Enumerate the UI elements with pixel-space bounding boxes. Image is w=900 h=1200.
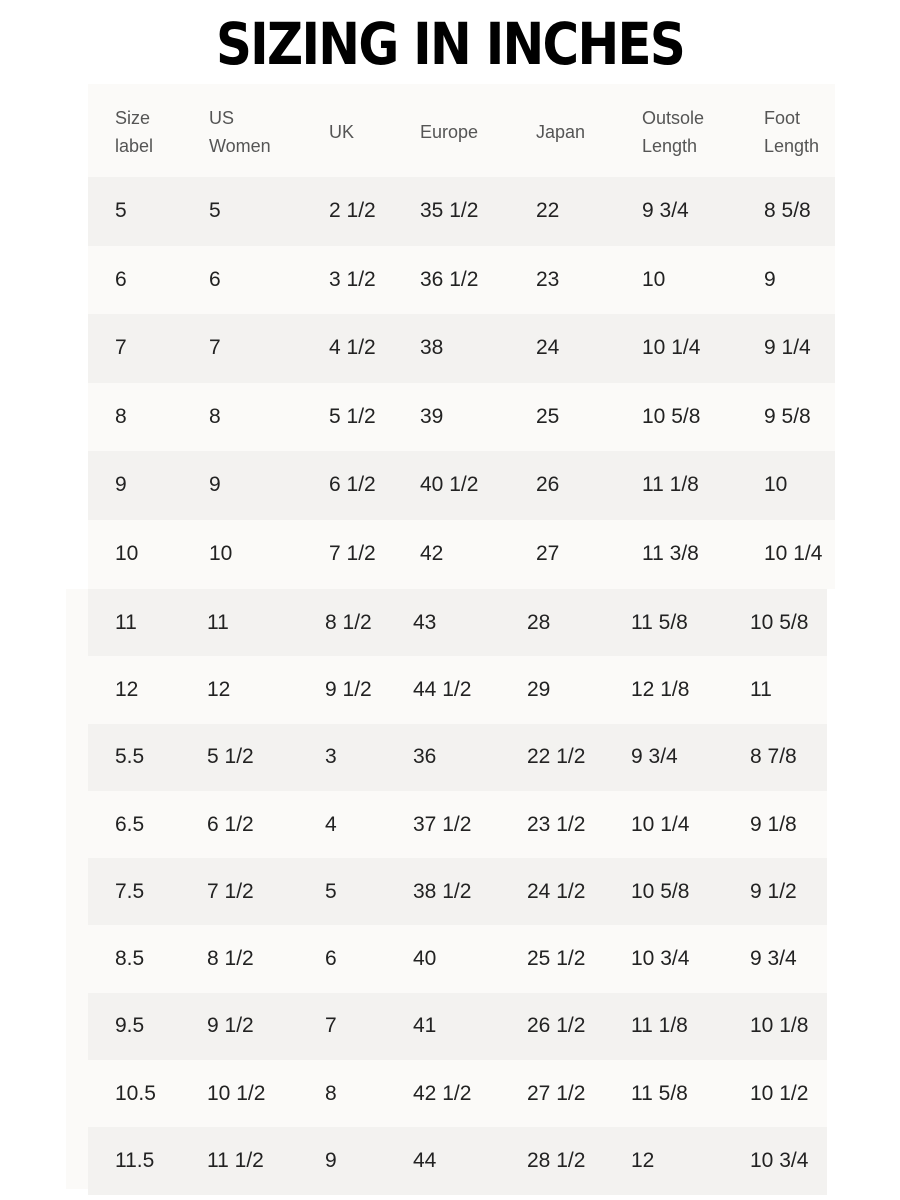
cell-outsole-length: 11 3/8	[642, 541, 699, 565]
cell-foot-length: 10 5/8	[750, 610, 809, 634]
cell-europe: 39	[420, 404, 444, 428]
table-row	[88, 1060, 827, 1127]
cell-europe: 41	[413, 1014, 437, 1038]
cell-japan: 25	[536, 404, 560, 428]
cell-size-label: 8	[115, 404, 127, 428]
header-uk: UK	[329, 122, 355, 142]
header-japan: Japan	[536, 122, 586, 142]
cell-japan: 22 1/2	[527, 745, 586, 769]
header-size-label: Size label	[115, 108, 154, 156]
cell-size-label: 11.5	[115, 1149, 155, 1173]
table-row	[88, 724, 827, 791]
table-row	[88, 520, 835, 589]
table-row	[88, 656, 827, 723]
cell-uk: 7 1/2	[329, 541, 376, 565]
cell-foot-length: 9	[764, 267, 776, 291]
header-us-women: US Women	[209, 108, 271, 156]
cell-outsole-length: 11 1/8	[642, 473, 699, 497]
table-row	[88, 589, 827, 656]
cell-uk: 6	[325, 947, 337, 971]
cell-us-women: 10 1/2	[207, 1081, 266, 1105]
cell-europe: 40 1/2	[420, 473, 479, 497]
cell-uk: 9 1/2	[325, 677, 372, 701]
cell-europe: 42	[420, 541, 444, 565]
cell-us-women: 5	[209, 199, 221, 223]
cell-foot-length: 10 3/4	[750, 1149, 809, 1173]
cell-japan: 23	[536, 267, 560, 291]
cell-japan: 22	[536, 199, 560, 223]
cell-outsole-length: 12	[631, 1149, 655, 1173]
cell-foot-length: 10	[764, 473, 788, 497]
cell-outsole-length: 10 5/8	[631, 879, 690, 903]
cell-japan: 28	[527, 610, 551, 634]
cell-size-label: 7	[115, 336, 127, 360]
cell-us-women: 8 1/2	[207, 947, 254, 971]
table-header-row	[88, 84, 835, 178]
cell-size-label: 8.5	[115, 947, 145, 971]
cell-us-women: 7	[209, 336, 221, 360]
cell-size-label: 5.5	[115, 745, 145, 769]
cell-uk: 6 1/2	[329, 473, 376, 497]
cell-europe: 42 1/2	[413, 1081, 472, 1105]
cell-uk: 9	[325, 1149, 337, 1173]
cell-outsole-length: 9 3/4	[642, 199, 689, 223]
cell-us-women: 9 1/2	[207, 1014, 254, 1038]
cell-outsole-length: 10 1/4	[642, 336, 701, 360]
cell-size-label: 6	[115, 267, 127, 291]
table-row	[88, 993, 827, 1060]
cell-us-women: 7 1/2	[207, 879, 254, 903]
cell-outsole-length: 11 1/8	[631, 1014, 688, 1038]
cell-us-women: 9	[209, 473, 221, 497]
cell-us-women: 6	[209, 267, 221, 291]
cell-outsole-length: 10 1/4	[631, 812, 690, 836]
cell-us-women: 10	[209, 541, 233, 565]
cell-foot-length: 9 1/4	[764, 336, 811, 360]
cell-us-women: 8	[209, 404, 221, 428]
table-row	[88, 246, 835, 315]
cell-japan: 26	[536, 473, 560, 497]
cell-size-label: 7.5	[115, 879, 145, 903]
cell-size-label: 10	[115, 541, 139, 565]
cell-size-label: 11	[115, 610, 137, 634]
cell-japan: 26 1/2	[527, 1014, 586, 1038]
cell-uk: 7	[325, 1014, 337, 1038]
cell-europe: 38 1/2	[413, 879, 472, 903]
cell-japan: 27 1/2	[527, 1081, 586, 1105]
cell-foot-length: 10 1/8	[750, 1014, 809, 1038]
header-europe: Europe	[420, 122, 479, 142]
cell-foot-length: 9 1/2	[750, 879, 797, 903]
cell-size-label: 5	[115, 199, 127, 223]
cell-foot-length: 9 5/8	[764, 404, 811, 428]
table-row	[88, 177, 835, 246]
cell-foot-length: 11	[750, 677, 772, 701]
cell-uk: 4 1/2	[329, 336, 376, 360]
cell-europe: 35 1/2	[420, 199, 479, 223]
cell-us-women: 11 1/2	[207, 1149, 264, 1173]
cell-outsole-length: 10	[642, 267, 666, 291]
table-row	[88, 926, 827, 993]
table-row	[88, 791, 827, 858]
cell-uk: 2 1/2	[329, 199, 376, 223]
cell-foot-length: 10 1/4	[764, 541, 823, 565]
cell-europe: 37 1/2	[413, 812, 472, 836]
page-title: SIZING IN INCHES	[215, 10, 685, 78]
cell-outsole-length: 12 1/8	[631, 677, 690, 701]
table-row	[88, 1127, 827, 1194]
table-row	[88, 451, 835, 520]
header-foot-length: Foot Length	[764, 108, 820, 156]
cell-us-women: 5 1/2	[207, 745, 254, 769]
cell-outsole-length: 9 3/4	[631, 745, 678, 769]
header-outsole-length: Outsole Length	[642, 108, 705, 156]
cell-uk: 3 1/2	[329, 267, 376, 291]
cell-uk: 8 1/2	[325, 610, 372, 634]
cell-europe: 44	[413, 1149, 437, 1173]
cell-europe: 40	[413, 947, 437, 971]
cell-outsole-length: 10 5/8	[642, 404, 701, 428]
cell-uk: 3	[325, 745, 337, 769]
cell-japan: 29	[527, 677, 551, 701]
cell-japan: 27	[536, 541, 560, 565]
cell-japan: 28 1/2	[527, 1149, 586, 1173]
cell-us-women: 11	[207, 610, 229, 634]
cell-size-label: 10.5	[115, 1081, 156, 1105]
cell-uk: 4	[325, 812, 337, 836]
cell-foot-length: 8 5/8	[764, 199, 811, 223]
cell-outsole-length: 10 3/4	[631, 947, 690, 971]
cell-japan: 24 1/2	[527, 879, 586, 903]
cell-japan: 23 1/2	[527, 812, 586, 836]
cell-us-women: 12	[207, 677, 231, 701]
cell-europe: 36	[413, 745, 437, 769]
cell-uk: 8	[325, 1081, 337, 1105]
cell-japan: 25 1/2	[527, 947, 586, 971]
cell-foot-length: 10 1/2	[750, 1081, 809, 1105]
cell-europe: 44 1/2	[413, 677, 472, 701]
cell-outsole-length: 11 5/8	[631, 1081, 688, 1105]
cell-us-women: 6 1/2	[207, 812, 254, 836]
cell-size-label: 12	[115, 677, 139, 701]
cell-europe: 38	[420, 336, 444, 360]
cell-outsole-length: 11 5/8	[631, 610, 688, 634]
cell-foot-length: 9 1/8	[750, 812, 797, 836]
cell-foot-length: 9 3/4	[750, 947, 797, 971]
cell-size-label: 9	[115, 473, 127, 497]
cell-japan: 24	[536, 336, 560, 360]
cell-size-label: 9.5	[115, 1014, 145, 1038]
cell-europe: 36 1/2	[420, 267, 479, 291]
cell-foot-length: 8 7/8	[750, 745, 797, 769]
cell-size-label: 6.5	[115, 812, 145, 836]
cell-uk: 5	[325, 879, 337, 903]
cell-europe: 43	[413, 610, 437, 634]
cell-uk: 5 1/2	[329, 404, 376, 428]
table-row	[88, 383, 835, 452]
table-row	[88, 314, 835, 383]
table-row	[88, 858, 827, 925]
